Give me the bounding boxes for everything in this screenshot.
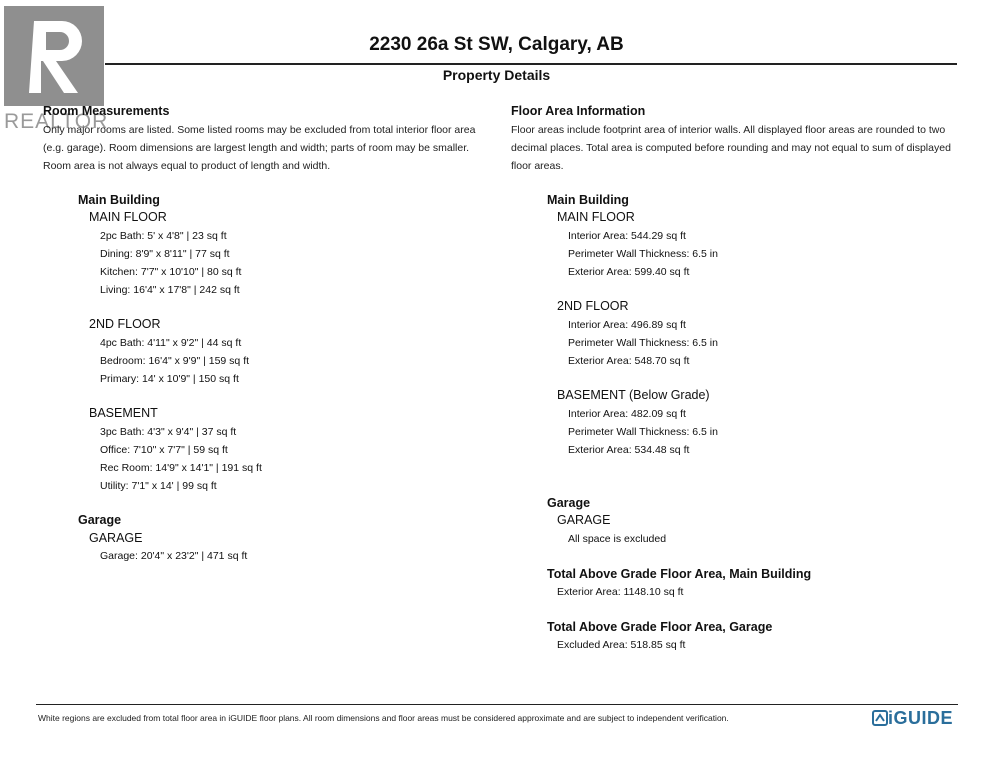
- room-item: 2pc Bath: 5' x 4'8" | 23 sq ft: [100, 230, 227, 242]
- fa-garage-floor-label: GARAGE: [557, 513, 611, 527]
- fa-garage-label: Garage: [547, 496, 591, 510]
- area-item: All space is excluded: [568, 533, 667, 545]
- rm-garage-floor-label: GARAGE: [89, 531, 143, 545]
- rm-2nd-floor-label: 2ND FLOOR: [89, 317, 161, 331]
- iguide-logo: iGUIDE: [872, 708, 953, 729]
- area-item: Exterior Area: 599.40 sq ft: [568, 266, 690, 278]
- rm-basement-label: BASEMENT: [89, 406, 158, 420]
- room-item: Dining: 8'9" x 8'11" | 77 sq ft: [100, 248, 230, 260]
- room-item: Rec Room: 14'9" x 14'1" | 191 sq ft: [100, 462, 262, 474]
- room-item: Office: 7'10" x 7'7" | 59 sq ft: [100, 444, 228, 456]
- rm-main-building-label: Main Building: [78, 193, 160, 207]
- room-item: Primary: 14' x 10'9" | 150 sq ft: [100, 373, 239, 385]
- fa-2nd-floor-label: 2ND FLOOR: [557, 299, 629, 313]
- page-subtitle: Property Details: [442, 67, 551, 83]
- total-garage-label: Total Above Grade Floor Area, Garage: [547, 620, 773, 634]
- fa-main-building-label: Main Building: [547, 193, 629, 207]
- room-item: 3pc Bath: 4'3" x 9'4" | 37 sq ft: [100, 426, 237, 438]
- footer-disclaimer: White regions are excluded from total floor area in iGUIDE floor plans. All room dimensions and floor areas must be considered approximate and are subject to independent verification.: [38, 713, 729, 723]
- area-item: Exterior Area: 548.70 sq ft: [568, 355, 690, 367]
- floor-area-heading: Floor Area Information: [511, 104, 646, 118]
- realtor-logo-icon: [4, 6, 104, 106]
- floor-area-note: Floor areas include footprint area of interior walls. All displayed floor areas are rounded to two decimal places. Total area is computed before rounding and may not equal to sum of displayed floor areas.: [511, 124, 951, 172]
- room-measurements-note: Only major rooms are listed. Some listed rooms may be excluded from total interior floor area (e.g. garage). Room dimensions are largest length and width; parts of room may be smaller. Room area is not always equal to product of length and width.: [43, 124, 476, 172]
- page-title: 2230 26a St SW, Calgary, AB: [369, 34, 624, 55]
- area-item: Perimeter Wall Thickness: 6.5 in: [568, 248, 718, 260]
- area-item: Interior Area: 496.89 sq ft: [568, 319, 686, 331]
- room-item: Garage: 20'4" x 23'2" | 471 sq ft: [100, 550, 248, 562]
- area-item: Excluded Area: 518.85 sq ft: [557, 639, 686, 651]
- iguide-logo-icon: [872, 710, 888, 726]
- area-item: Perimeter Wall Thickness: 6.5 in: [568, 426, 718, 438]
- footer-divider: [36, 704, 958, 705]
- room-measurements-heading: Room Measurements: [43, 104, 170, 118]
- area-item: Perimeter Wall Thickness: 6.5 in: [568, 337, 718, 349]
- header-divider: [105, 63, 957, 65]
- room-item: Utility: 7'1" x 14' | 99 sq ft: [100, 480, 217, 492]
- room-item: Kitchen: 7'7" x 10'10" | 80 sq ft: [100, 266, 242, 278]
- room-item: 4pc Bath: 4'11" x 9'2" | 44 sq ft: [100, 337, 242, 349]
- total-main-building-label: Total Above Grade Floor Area, Main Building: [547, 567, 812, 581]
- rm-main-floor-label: MAIN FLOOR: [89, 210, 167, 224]
- area-item: Exterior Area: 534.48 sq ft: [568, 444, 690, 456]
- area-item: Interior Area: 544.29 sq ft: [568, 230, 686, 242]
- area-item: Exterior Area: 1148.10 sq ft: [557, 586, 684, 598]
- room-item: Living: 16'4" x 17'8" | 242 sq ft: [100, 284, 240, 296]
- room-item: Bedroom: 16'4" x 9'9" | 159 sq ft: [100, 355, 250, 367]
- fa-main-floor-label: MAIN FLOOR: [557, 210, 635, 224]
- rm-garage-label: Garage: [78, 513, 122, 527]
- watermark-text: REALTOR: [4, 110, 109, 133]
- area-item: Interior Area: 482.09 sq ft: [568, 408, 686, 420]
- fa-basement-label: BASEMENT (Below Grade): [557, 388, 710, 402]
